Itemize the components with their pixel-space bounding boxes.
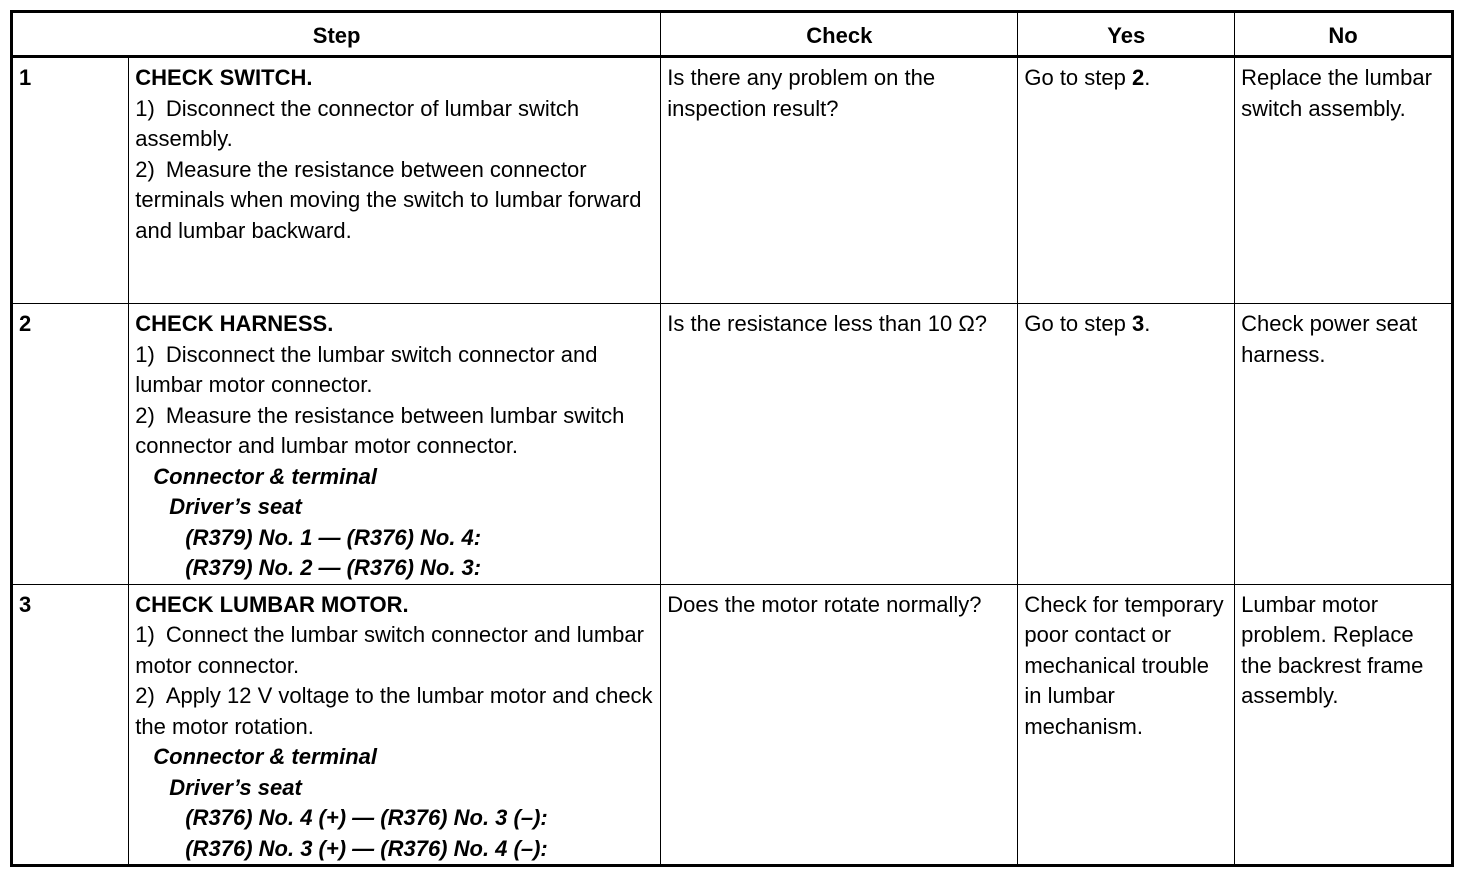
step-instruction: 1) Disconnect the lumbar switch connector and lumbar motor connector. xyxy=(135,341,598,397)
check-cell: Does the motor rotate normally? xyxy=(661,584,1018,866)
table-row xyxy=(12,304,1453,585)
step-description xyxy=(129,304,661,585)
step-title: CHECK HARNESS. xyxy=(135,311,334,336)
step-instruction: 1) Disconnect the connector of lumbar switch assembly. xyxy=(135,95,580,151)
no-cell: Check power seat harness. xyxy=(1235,304,1453,585)
seat-heading: Driver’s seat xyxy=(169,774,302,800)
yes-cell xyxy=(1018,57,1235,304)
step-instruction: 2) Measure the resistance between lumbar switch connector and lumbar motor connector. xyxy=(135,402,625,458)
yes-suffix: . xyxy=(1144,311,1151,336)
step-title: CHECK SWITCH. xyxy=(135,65,313,90)
step-number: 2 xyxy=(12,304,129,585)
check-cell: Is there any problem on the inspection result? xyxy=(661,57,1018,304)
step-title: CHECK LUMBAR MOTOR. xyxy=(135,591,409,617)
header-step: Step xyxy=(12,12,661,57)
header-yes: Yes xyxy=(1018,12,1235,57)
yes-prefix: Go to step xyxy=(1024,311,1132,336)
yes-cell xyxy=(1018,304,1235,585)
step-number: 3 xyxy=(12,584,129,866)
connector-heading: Connector & terminal xyxy=(153,744,377,769)
step-number: 1 xyxy=(12,57,129,304)
table-row xyxy=(12,57,1453,304)
yes-step-ref: 2 xyxy=(1131,65,1145,90)
no-cell: Lumbar motor problem. Replace the backrest frame assembly. xyxy=(1235,584,1453,866)
step-instruction: 2) Apply 12 V voltage to the lumbar motor and check the motor rotation. xyxy=(135,683,653,739)
table-row xyxy=(12,584,1453,866)
terminal-pair: (R379) No. 1 — (R376) No. 4: xyxy=(185,524,482,550)
yes-suffix: . xyxy=(1144,65,1151,90)
header-row xyxy=(12,12,1453,57)
header-check: Check xyxy=(661,12,1018,57)
terminal-pair: (R376) No. 4 (+) — (R376) No. 3 (–): xyxy=(185,805,548,830)
terminal-pair: (R379) No. 2 — (R376) No. 3: xyxy=(185,555,482,580)
seat-heading: Driver’s seat xyxy=(169,494,302,519)
step-description xyxy=(129,57,661,304)
connector-heading: Connector & terminal xyxy=(153,463,377,489)
step-instruction: 2) Measure the resistance between connector terminals when moving the switch to lumbar forward and lumbar backward. xyxy=(135,156,642,243)
terminal-pair: (R376) No. 3 (+) — (R376) No. 4 (–): xyxy=(185,835,548,861)
yes-step-ref: 3 xyxy=(1131,311,1145,336)
no-cell: Replace the lumbar switch assembly. xyxy=(1235,57,1453,304)
step-description xyxy=(129,584,661,866)
diagnostic-table xyxy=(10,10,1454,867)
header-no: No xyxy=(1235,12,1453,57)
yes-prefix: Go to step xyxy=(1024,65,1132,90)
yes-cell: Check for temporary poor contact or mechanical trouble in lumbar mechanism. xyxy=(1018,584,1235,866)
check-cell: Is the resistance less than 10 Ω? xyxy=(661,304,1018,585)
step-instruction: 1) Connect the lumbar switch connector and lumbar motor connector. xyxy=(135,622,644,678)
